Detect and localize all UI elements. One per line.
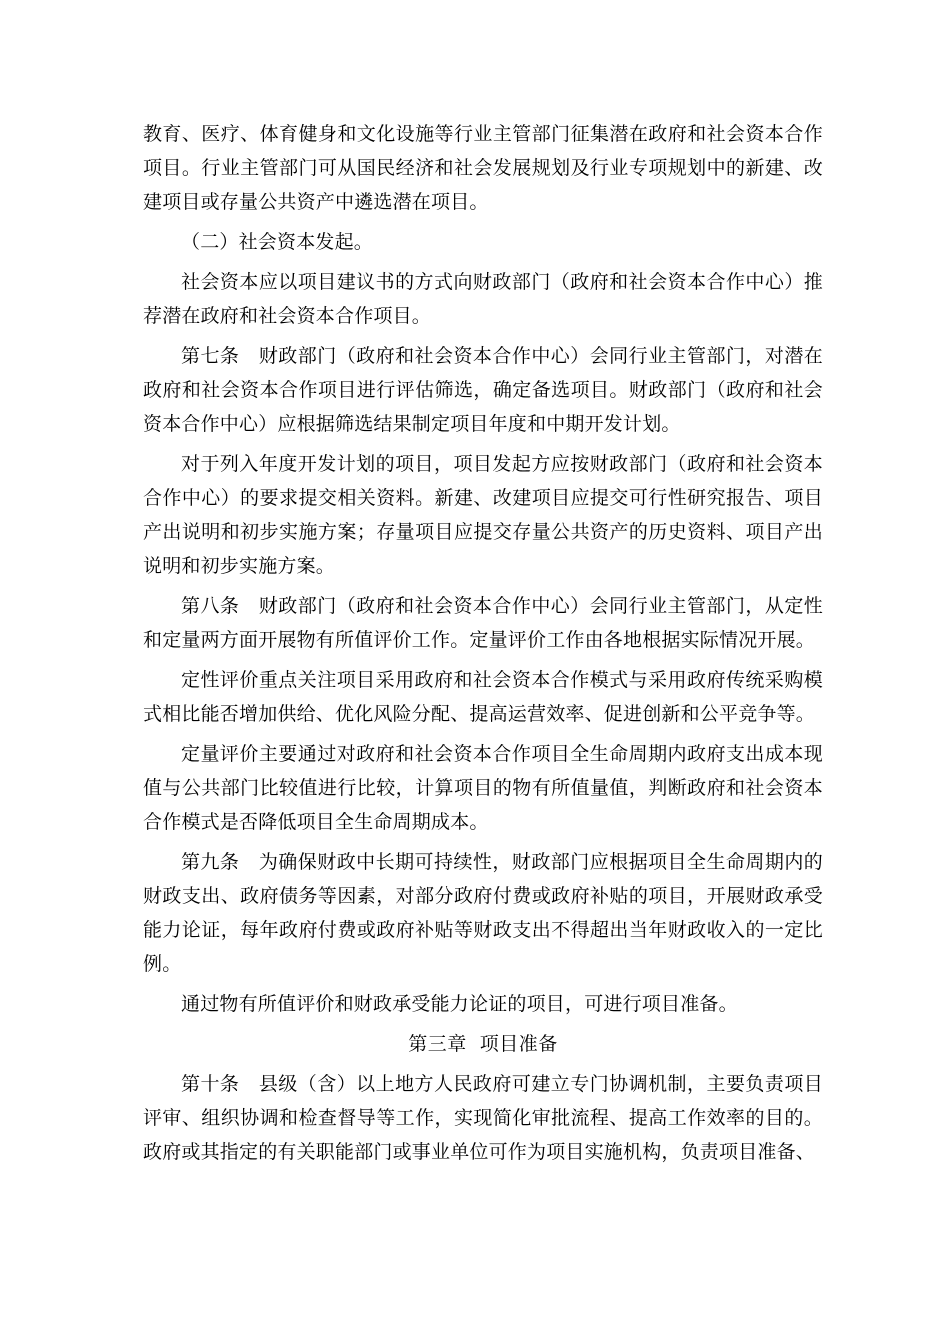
paragraph-subheading-social-capital: （二）社会资本发起。 <box>181 231 374 253</box>
paragraph-continuation: 教育、医疗、体育健身和文化设施等行业主管部门征集潜在政府和社会资本合作项目。行业主管部门可从国民经济和社会发展规划及行业专项规划中的新建、改建项目或存量公共资产中遴选潜在项目。 <box>143 123 823 213</box>
paragraph-article-10: 第十条 县级（含）以上地方人民政府可建立专门协调机制，主要负责项目评审、组织协调和检查督导等工作，实现简化审批流程、提高工作效率的目的。政府或其指定的有关职能部门或事业单位可作为项目实施机构，负责项目准备、 <box>143 1073 823 1163</box>
chapter-heading: 第三章 项目准备 <box>408 1033 558 1055</box>
paragraph-article-8: 第八条 财政部门（政府和社会资本合作中心）会同行业主管部门，从定性和定量两方面开展物有所值评价工作。定量评价工作由各地根据实际情况开展。 <box>143 595 823 651</box>
paragraph-social-capital-proposal: 社会资本应以项目建议书的方式向财政部门（政府和社会资本合作中心）推荐潜在政府和社会资本合作项目。 <box>143 271 823 327</box>
paragraph-article-7: 第七条 财政部门（政府和社会资本合作中心）会同行业主管部门，对潜在政府和社会资本合作项目进行评估筛选，确定备选项目。财政部门（政府和社会资本合作中心）应根据筛选结果制定项目年度和中期开发计划。 <box>143 345 823 435</box>
paragraph-project-preparation-eligibility: 通过物有所值评价和财政承受能力论证的项目，可进行项目准备。 <box>181 993 738 1015</box>
paragraph-article-9: 第九条 为确保财政中长期可持续性，财政部门应根据项目全生命周期内的财政支出、政府债务等因素，对部分政府付费或政府补贴的项目，开展财政承受能力论证，每年政府付费或政府补贴等财政支出不得超出当年财政收入的一定比例。 <box>143 851 823 975</box>
paragraph-quantitative-evaluation: 定量评价主要通过对政府和社会资本合作项目全生命周期内政府支出成本现值与公共部门比较值进行比较，计算项目的物有所值量值，判断政府和社会资本合作模式是否降低项目全生命周期成本。 <box>143 743 823 833</box>
paragraph-annual-plan-materials: 对于列入年度开发计划的项目，项目发起方应按财政部门（政府和社会资本合作中心）的要求提交相关资料。新建、改建项目应提交可行性研究报告、项目产出说明和初步实施方案；存量项目应提交存量公共资产的历史资料、项目产出说明和初步实施方案。 <box>143 453 823 577</box>
paragraph-qualitative-evaluation: 定性评价重点关注项目采用政府和社会资本合作模式与采用政府传统采购模式相比能否增加供给、优化风险分配、提高运营效率、促进创新和公平竞争等。 <box>143 669 823 725</box>
document-body <box>143 117 823 1175</box>
